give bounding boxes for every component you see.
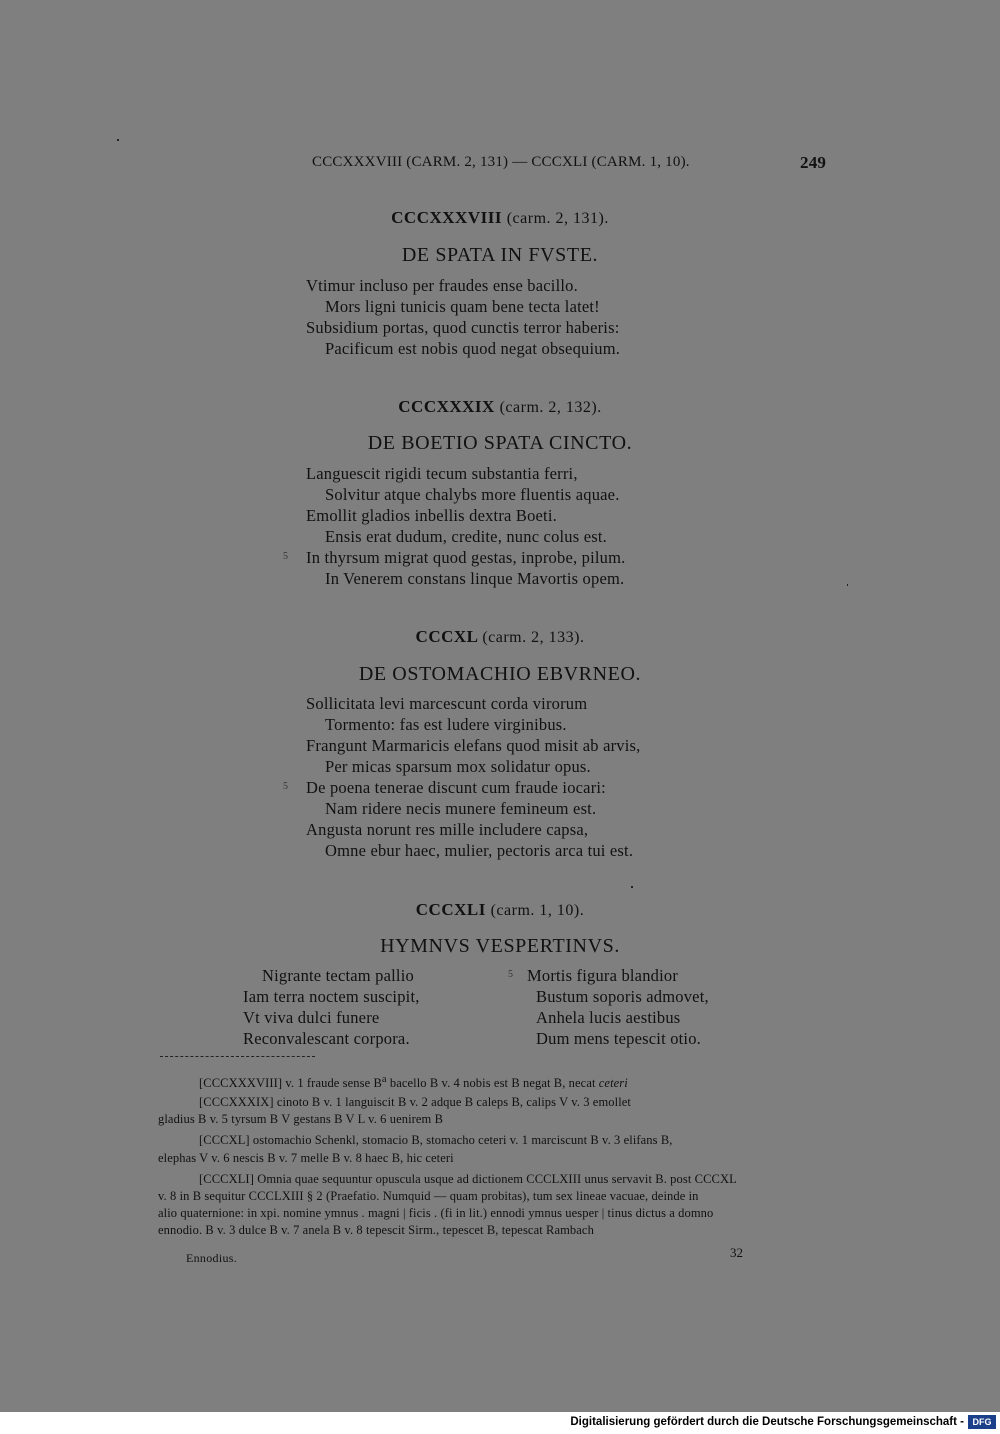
verse-line: Emollit gladios inbellis dextra Boeti. xyxy=(306,506,557,525)
verse-line: Ensis erat dudum, credite, nunc colus est. xyxy=(325,527,607,546)
poem-number-heading: CCCXL (carm. 2, 133). xyxy=(415,627,585,646)
verse-line: Solvitur atque chalybs more fluentis aquae. xyxy=(325,485,620,504)
verse-line: Frangunt Marmaricis elefans quod misit ab arvis, xyxy=(306,736,641,755)
page-number: 249 xyxy=(800,153,827,172)
verse-line: In thyrsum migrat quod gestas, inprobe, pilum. xyxy=(306,548,626,567)
verse-line: Vt viva dulci funere xyxy=(243,1008,380,1027)
verse-line: Reconvalescant corpora. xyxy=(243,1029,410,1048)
scan-speck xyxy=(847,584,848,586)
apparatus-note: ennodio. B v. 3 dulce B v. 7 anela B v. 8 tepescit Sirm., tepescet B, tepescat Rambach xyxy=(158,1223,594,1237)
line-number-marker: 5 xyxy=(508,969,513,980)
verse-line: Languescit rigidi tecum substantia ferri, xyxy=(306,464,578,483)
apparatus-note: [CCCXL] ostomachio Schenkl, stomacio B, stomacho ceteri v. 1 marciscunt B v. 3 elifans B, xyxy=(199,1133,673,1147)
poem-title: DE SPATA IN FVSTE. xyxy=(401,244,599,266)
verse-line: Bustum soporis admovet, xyxy=(536,987,709,1006)
poem-title: DE BOETIO SPATA CINCTO. xyxy=(367,432,633,454)
verse-line: Angusta norunt res mille includere capsa, xyxy=(306,820,589,839)
scan-speck xyxy=(117,139,119,141)
verse-line: Pacificum est nobis quod negat obsequium. xyxy=(325,339,621,358)
dfg-logo[interactable]: DFG xyxy=(968,1415,996,1429)
apparatus-note: gladius B v. 5 tyrsum B V gestans B V L v. 6 uenirem B xyxy=(158,1112,444,1126)
running-head-title: CCCXXXVIII (CARM. 2, 131) — CCCXLI (CARM. 1, 10). xyxy=(312,154,690,170)
verse-line: In Venerem constans linque Mavortis opem. xyxy=(325,569,625,588)
verse-line: Mortis figura blandior xyxy=(527,966,679,985)
poem-title: HYMNVS VESPERTINVS. xyxy=(380,935,620,957)
footnote-separator xyxy=(160,1056,315,1057)
verse-line: De poena tenerae discunt cum fraude iocari: xyxy=(306,778,606,797)
verse-line: Anhela lucis aestibus xyxy=(536,1008,681,1027)
apparatus-note: [CCCXXXIX] cinoto B v. 1 languiscit B v. 2 adque B caleps B, calips V v. 3 emollet xyxy=(199,1095,631,1109)
verse-line: Tormento: fas est ludere virginibus. xyxy=(325,715,567,734)
poem-number-heading: CCCXXXVIII (carm. 2, 131). xyxy=(391,208,609,227)
verse-line: Sollicitata levi marcescunt corda virorum xyxy=(306,694,588,713)
verse-line: Omne ebur haec, mulier, pectoris arca tui est. xyxy=(325,841,634,860)
verse-line: Mors ligni tunicis quam bene tecta latet! xyxy=(325,297,600,316)
verse-line: Per micas sparsum mox solidatur opus. xyxy=(325,757,591,776)
apparatus-note: elephas V v. 6 nescis B v. 7 melle B v. 8 haec B, hic ceteri xyxy=(158,1151,454,1165)
digitization-credit-bar xyxy=(0,1412,1000,1434)
verse-line: Nigrante tectam pallio xyxy=(262,966,414,985)
apparatus-note: [CCCXXXVIII] v. 1 fraude sense $B^a$ bacello B v. 4 nobis est B negat B, necat ceteri xyxy=(199,1074,628,1091)
verse-line: Iam terra noctem suscipit, xyxy=(243,987,420,1006)
scan-speck xyxy=(631,886,633,888)
line-number-marker: 5 xyxy=(283,551,288,562)
line-number-marker: 5 xyxy=(283,781,288,792)
digitization-credit-text: Digitalisierung gefördert durch die Deutsche Forschungsgemeinschaft - xyxy=(570,1416,964,1428)
apparatus-note: alio quaternione: in xpi. nomine ymnus . magni | ficis . (fi in lit.) ennodi ymnus uesper | tinus dictus a domno xyxy=(158,1206,714,1220)
apparatus-note: v. 8 in B sequitur CCCLXIII § 2 (Praefatio. Numquid — quam probitas), tum sex lineae vacuae, deinde in xyxy=(158,1189,699,1203)
sheet-signature: 32 xyxy=(730,1245,743,1260)
apparatus-note: [CCCXLI] Omnia quae sequuntur opuscula usque ad dictionem CCCLXIII unus servavit B. post CCCXL xyxy=(199,1172,737,1186)
poem-number-heading: CCCXLI (carm. 1, 10). xyxy=(415,900,585,919)
verse-line: Nam ridere necis munere femineum est. xyxy=(325,799,597,818)
verse-line: Dum mens tepescit otio. xyxy=(536,1029,701,1048)
poem-title: DE OSTOMACHIO EBVRNEO. xyxy=(358,663,642,685)
poem-number-heading: CCCXXXIX (carm. 2, 132). xyxy=(398,397,602,416)
verse-line: Vtimur incluso per fraudes ense bacillo. xyxy=(306,276,578,295)
author-signature: Ennodius. xyxy=(186,1251,238,1265)
verse-line: Subsidium portas, quod cunctis terror haberis: xyxy=(306,318,620,337)
